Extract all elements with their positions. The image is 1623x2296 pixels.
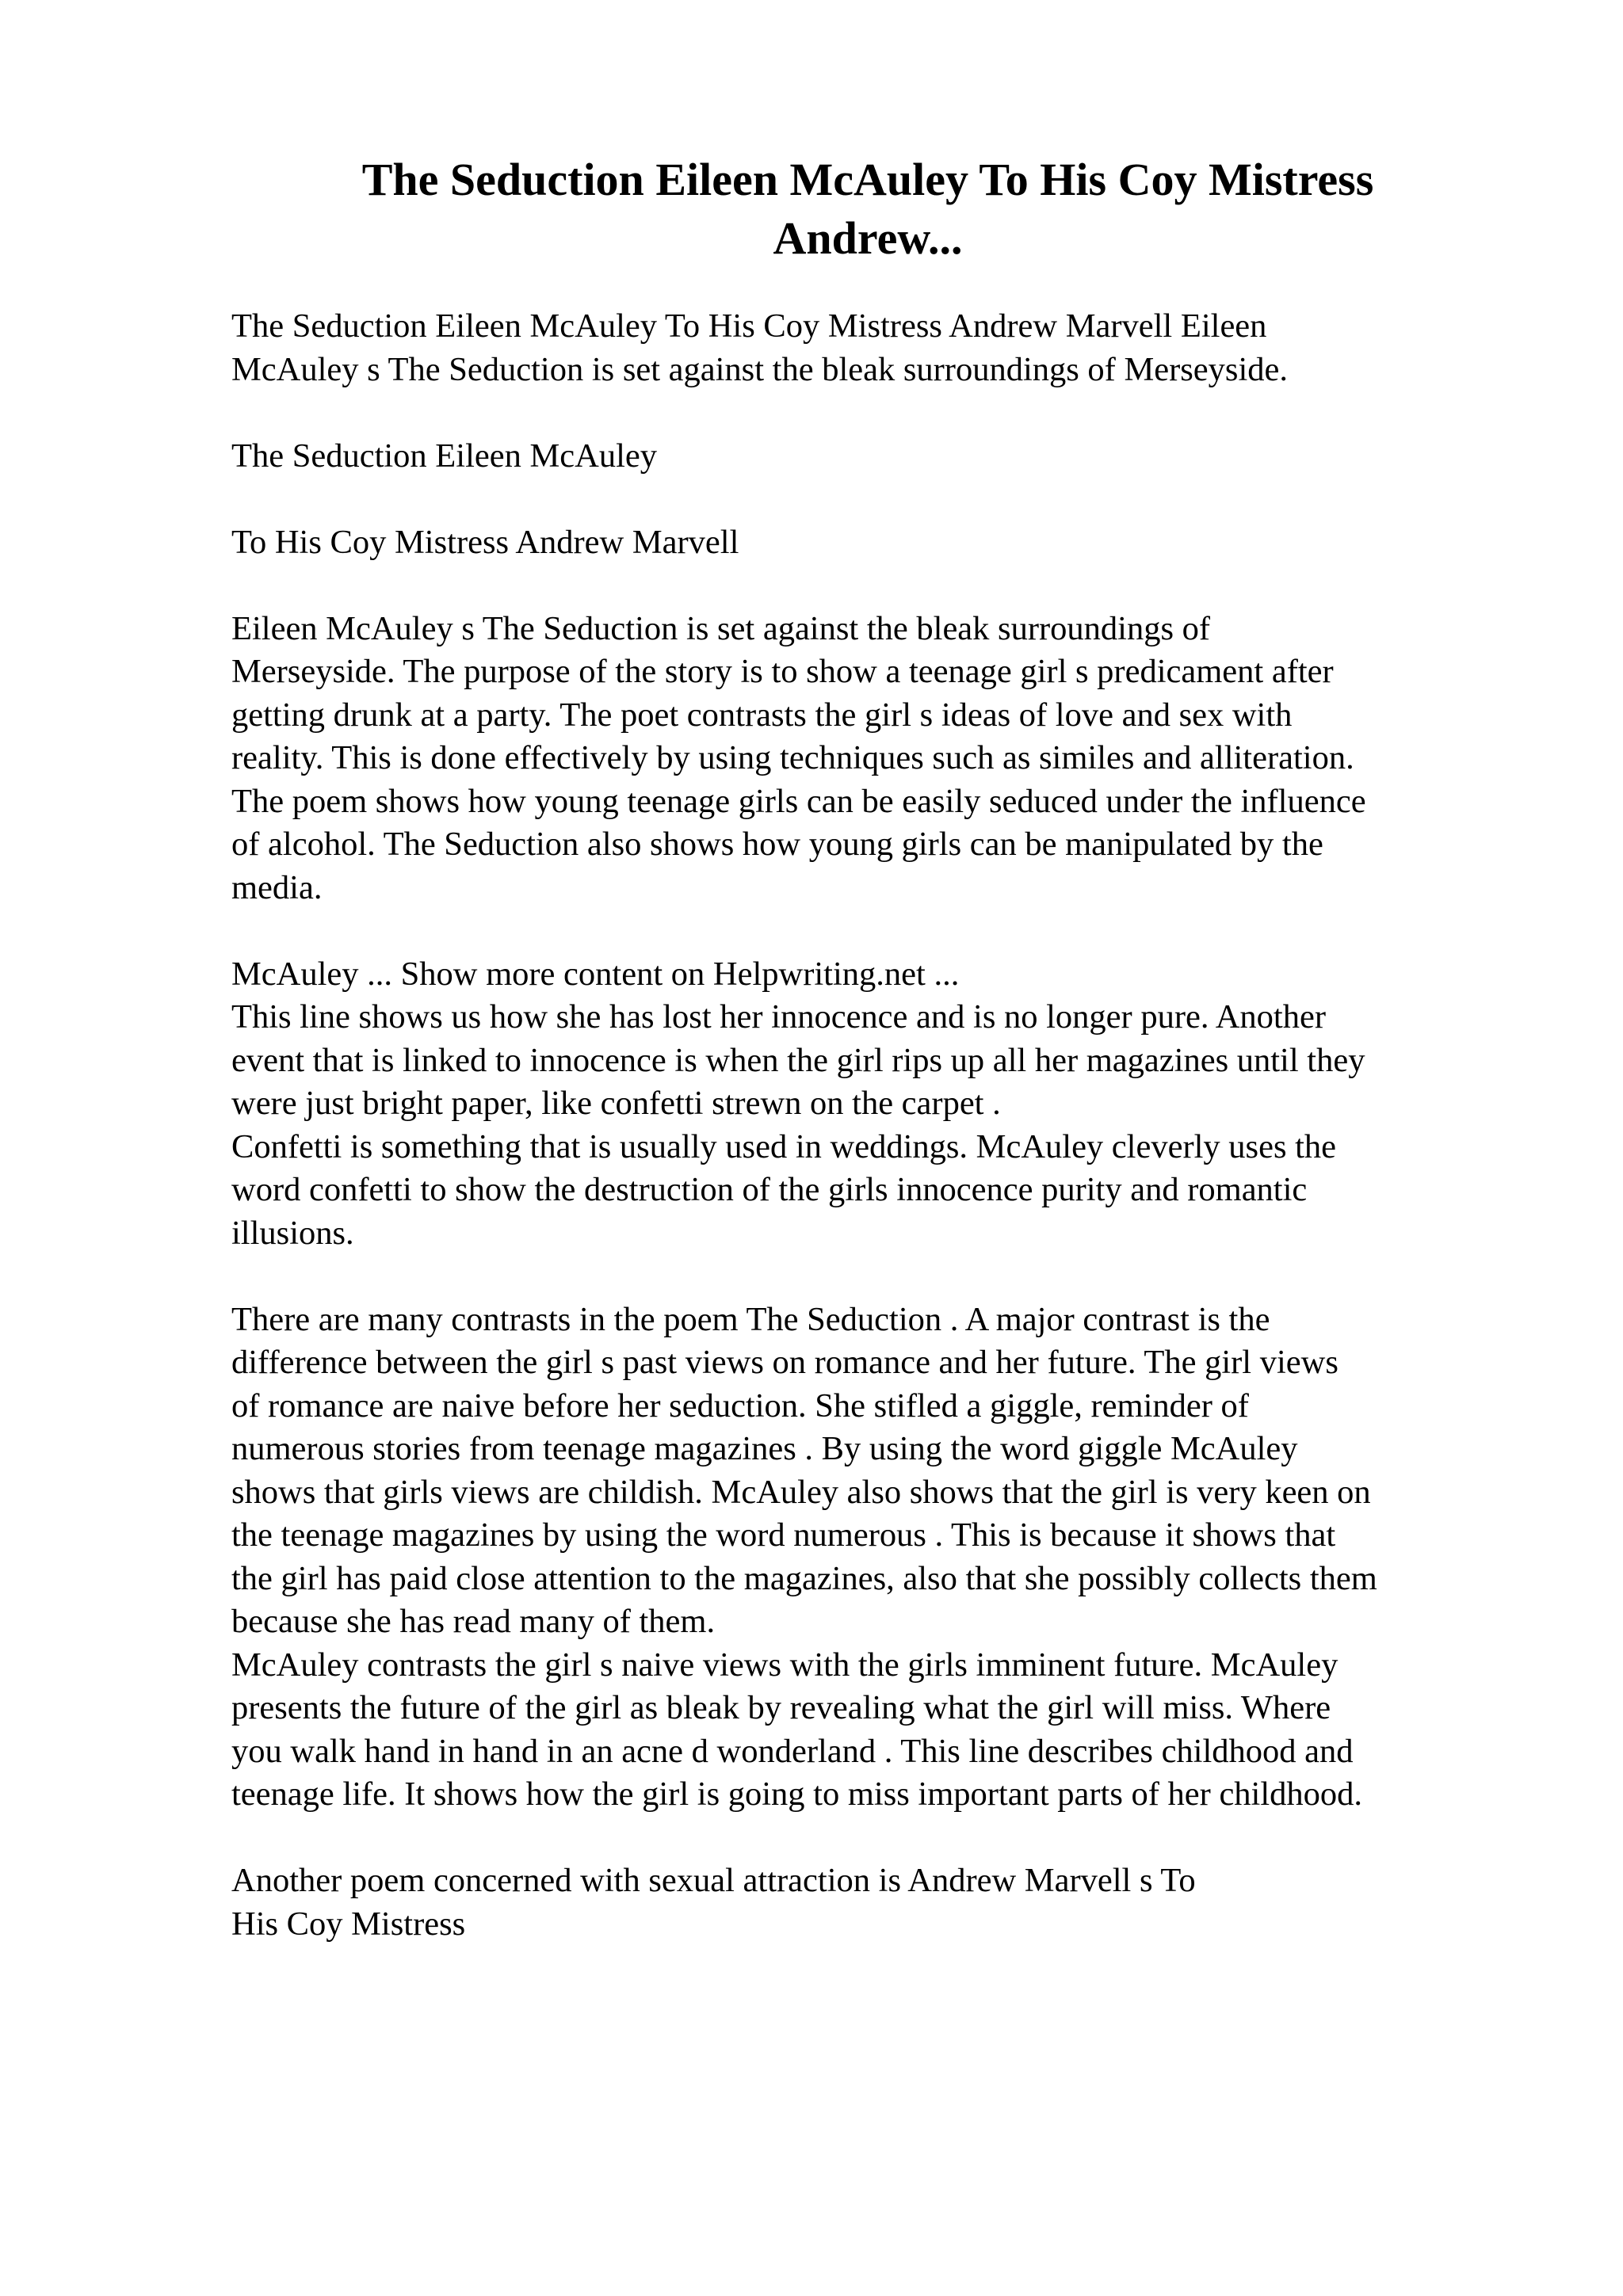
text-line: of alcohol. The Seduction also shows how young girls can be manipulated by the (231, 826, 1323, 863)
text-line: The Seduction Eileen McAuley To His Coy Mistress Andrew Marvell Eileen (231, 307, 1267, 345)
paragraph-innocence (231, 953, 1515, 1256)
text-line: McAuley s The Seduction is set against the bleak surroundings of Merseyside. (231, 350, 1289, 388)
text-line: Merseyside. The purpose of the story is to show a teenage girl s predicament after (231, 653, 1334, 690)
text-line: To His Coy Mistress Andrew Marvell (231, 523, 739, 561)
text-line: of romance are naive before her seduction. She stifled a giggle, reminder of (231, 1386, 1249, 1425)
paragraph-contrasts (231, 1299, 1515, 1817)
text-line: There are many contrasts in the poem The Seduction . A major contrast is the (231, 1300, 1270, 1338)
text-line: getting drunk at a party. The poet contrasts the girl s ideas of love and sex with (231, 696, 1293, 734)
text-line: Another poem concerned with sexual attraction is Andrew Marvell s To (231, 1862, 1196, 1899)
paragraph-intro (231, 305, 1515, 391)
text-line: Confetti is something that is usually used in weddings. McAuley cleverly uses the (231, 1127, 1337, 1165)
document-body (231, 305, 1515, 1946)
document-title (238, 151, 1498, 268)
text-line: because she has read many of them. (231, 1603, 716, 1640)
text-line: difference between the girl s past views on romance and her future. The girl views (231, 1344, 1338, 1381)
paragraph-heading-coy-mistress (231, 521, 1515, 565)
text-line: The Seduction Eileen McAuley (231, 437, 657, 475)
text-line: you walk hand in hand in an acne d wonderland . This line describes childhood and (231, 1732, 1354, 1770)
text-line: McAuley ... Show more content on Helpwriting.net ... (231, 955, 960, 993)
text-line: reality. This is done effectively by using techniques such as similes and alliteration. (231, 739, 1354, 776)
text-line: Eileen McAuley s The Seduction is set against the bleak surroundings of (231, 609, 1211, 647)
text-line: The poem shows how young teenage girls can be easily seduced under the influence (231, 782, 1366, 820)
text-line: word confetti to show the destruction of the girls innocence purity and romantic (231, 1171, 1308, 1208)
text-line: His Coy Mistress (231, 1905, 466, 1943)
title-line: The Seduction Eileen McAuley To His Coy Mistress (361, 154, 1374, 205)
paragraph-purpose (231, 608, 1515, 910)
text-line: This line shows us how she has lost her innocence and is no longer pure. Another (231, 998, 1327, 1035)
text-line: McAuley contrasts the girl s naive views with the girls imminent future. McAuley (231, 1646, 1338, 1684)
text-line: teenage life. It shows how the girl is going to miss important parts of her childhood. (231, 1775, 1363, 1813)
text-line: were just bright paper, like confetti strewn on the carpet . (231, 1085, 1001, 1122)
text-line: media. (231, 868, 323, 906)
paragraph-another-poem (231, 1859, 1515, 1946)
text-line: the teenage magazines by using the word numerous . This is because it shows that (231, 1516, 1336, 1554)
title-line: Andrew... (773, 212, 963, 264)
text-line: illusions. (231, 1214, 354, 1252)
text-line: shows that girls views are childish. McAuley also shows that the girl is very keen on (231, 1473, 1371, 1511)
paragraph-heading-seduction (231, 435, 1515, 479)
text-line: presents the future of the girl as bleak by revealing what the girl will miss. Where (231, 1689, 1331, 1726)
text-line: numerous stories from teenage magazines . By using the word giggle McAuley (231, 1430, 1298, 1467)
text-line: the girl has paid close attention to the magazines, also that she possibly collects them (231, 1559, 1377, 1597)
text-line: event that is linked to innocence is when the girl rips up all her magazines until they (231, 1041, 1365, 1079)
